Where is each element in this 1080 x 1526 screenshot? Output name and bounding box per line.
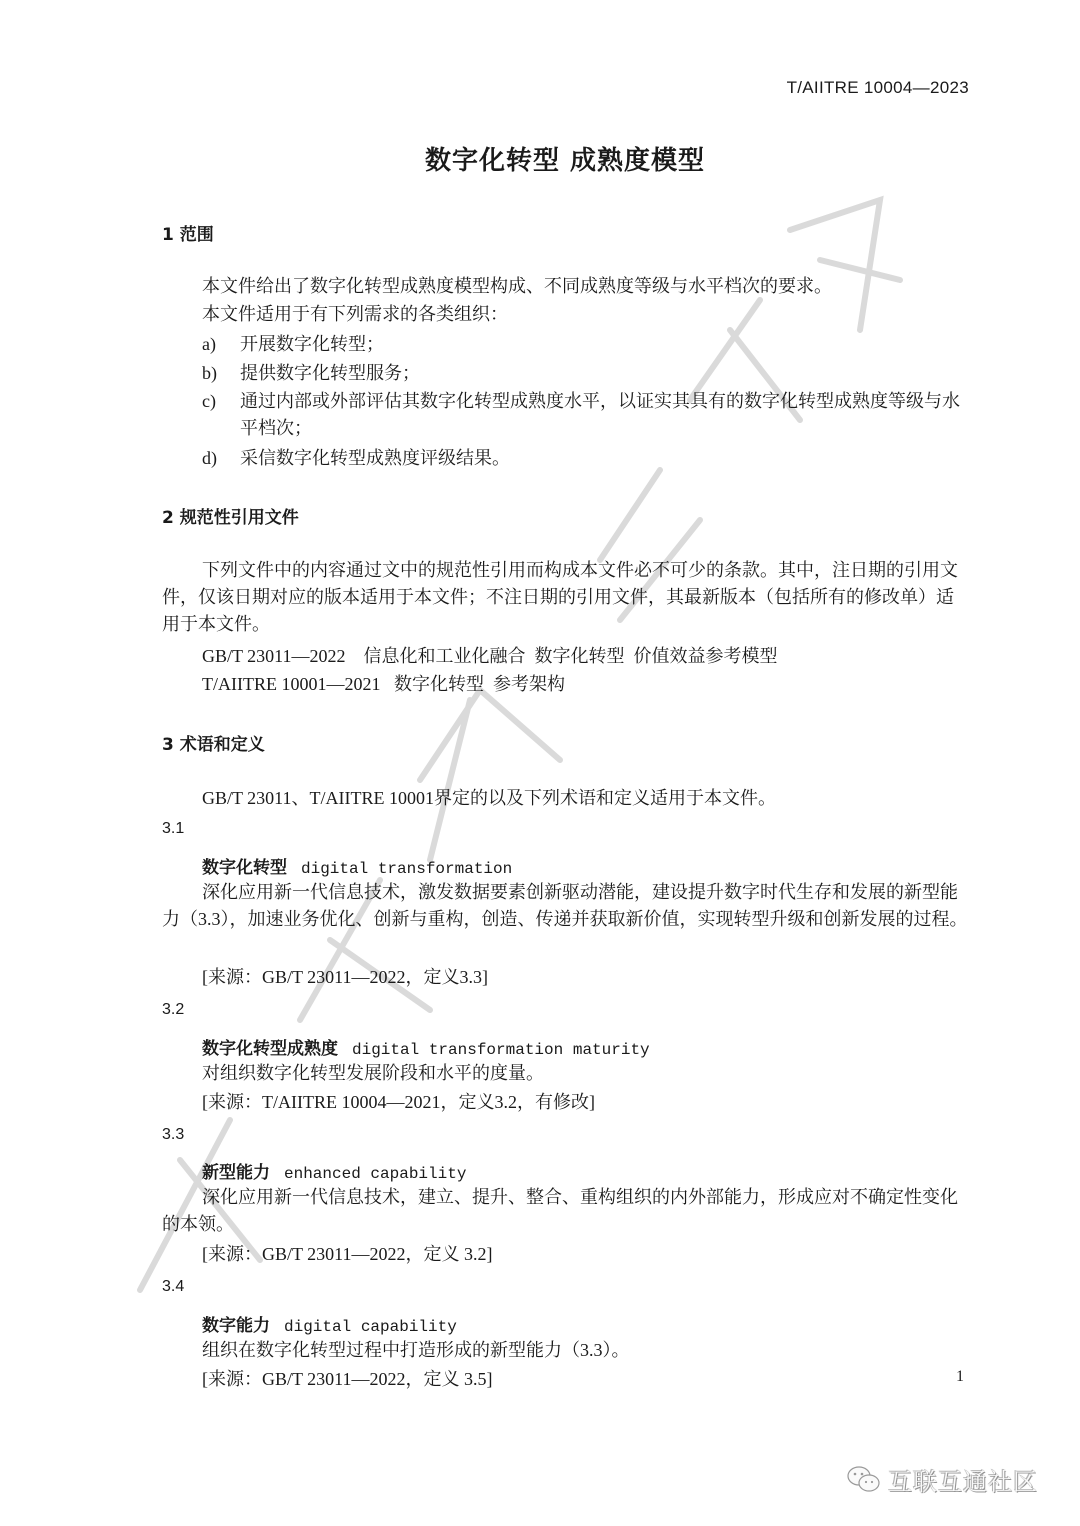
section-heading-scope: 1 范围 bbox=[162, 225, 214, 245]
term-zh: 新型能力 bbox=[202, 1163, 270, 1183]
term-zh: 数字化转型成熟度 bbox=[202, 1039, 338, 1059]
footer-label: 互联互通社区 bbox=[888, 1468, 1038, 1496]
normative-paragraph: 下列文件中的内容通过文中的规范性引用而构成本文件必不可少的条款。其中，注日期的引用文件，仅该日期对应的版本适用于本文件；不注日期的引用文件，其最新版本（包括所有的修改单）适用于本文件。 bbox=[162, 560, 958, 634]
term-en: digital transformation bbox=[301, 860, 513, 878]
list-marker: b) bbox=[202, 363, 217, 383]
term-en: digital capability bbox=[284, 1318, 457, 1336]
list-text: 采信数字化转型成熟度评级结果。 bbox=[240, 448, 510, 468]
term-number: 3.2 bbox=[162, 1001, 185, 1018]
list-text: 提供数字化转型服务； bbox=[240, 363, 420, 383]
page-number: 1 bbox=[956, 1368, 964, 1385]
term-definition: 组织在数字化转型过程中打造形成的新型能力（3.3）。 bbox=[202, 1340, 630, 1360]
list-text: 开展数字化转型； bbox=[240, 334, 384, 354]
term-zh: 数字化转型 bbox=[202, 858, 287, 878]
scope-paragraph-2: 本文件适用于有下列需求的各类组织： bbox=[202, 304, 508, 324]
standard-number: T/AIITRE 10004—2023 bbox=[786, 78, 969, 97]
term-number: 3.1 bbox=[162, 820, 185, 837]
list-marker: a) bbox=[202, 334, 216, 354]
term-zh: 数字能力 bbox=[202, 1316, 270, 1336]
term-definition: 深化应用新一代信息技术，激发数据要素创新驱动潜能，建设提升数字时代生存和发展的新型能力（3.3），加速业务优化、创新与重构，创造、传递并获取新价值，实现转型升级和创新发展的过程。 bbox=[162, 882, 968, 929]
list-marker: d) bbox=[202, 448, 217, 468]
term-en: digital transformation maturity bbox=[352, 1041, 650, 1059]
reference-item: T/AIITRE 10001—2021 数字化转型 参考架构 bbox=[202, 674, 565, 694]
term-source: [来源：GB/T 23011—2022，定义 3.5] bbox=[202, 1369, 493, 1389]
terms-intro: GB/T 23011、T/AIITRE 10001界定的以及下列术语和定义适用于本文件。 bbox=[202, 788, 776, 808]
term-source: [来源：GB/T 23011—2022，定义3.3] bbox=[202, 967, 488, 987]
footer-brand bbox=[846, 1462, 1038, 1497]
term-source: [来源：T/AIITRE 10004—2021，定义3.2，有修改] bbox=[202, 1092, 595, 1112]
list-item bbox=[202, 360, 968, 387]
reference-item: GB/T 23011—2022 信息化和工业化融合 数字化转型 价值效益参考模型 bbox=[202, 646, 778, 666]
term-title bbox=[202, 853, 512, 878]
document-title: 数字化转型 成熟度模型 bbox=[424, 146, 706, 176]
term-en: enhanced capability bbox=[284, 1165, 467, 1183]
list-item bbox=[202, 445, 968, 472]
section-heading-terms: 3 术语和定义 bbox=[162, 735, 265, 755]
list-item bbox=[202, 388, 968, 442]
list-item bbox=[202, 331, 968, 358]
section-heading-normative: 2 规范性引用文件 bbox=[162, 508, 299, 528]
term-number: 3.4 bbox=[162, 1278, 185, 1295]
list-marker: c) bbox=[202, 391, 216, 411]
term-title bbox=[202, 1158, 466, 1183]
scope-paragraph-1: 本文件给出了数字化转型成熟度模型构成、不同成熟度等级与水平档次的要求。 bbox=[202, 276, 832, 296]
term-definition: 对组织数字化转型发展阶段和水平的度量。 bbox=[202, 1063, 544, 1083]
term-number: 3.3 bbox=[162, 1126, 185, 1143]
term-title bbox=[202, 1034, 650, 1059]
term-title bbox=[202, 1311, 457, 1336]
wechat-icon bbox=[846, 1465, 882, 1495]
list-text: 通过内部或外部评估其数字化转型成熟度水平，以证实其具有的数字化转型成熟度等级与水平档次； bbox=[240, 391, 960, 438]
term-definition: 深化应用新一代信息技术，建立、提升、整合、重构组织的内外部能力，形成应对不确定性变化的本领。 bbox=[162, 1187, 958, 1234]
term-source: [来源：GB/T 23011—2022，定义 3.2] bbox=[202, 1244, 493, 1264]
